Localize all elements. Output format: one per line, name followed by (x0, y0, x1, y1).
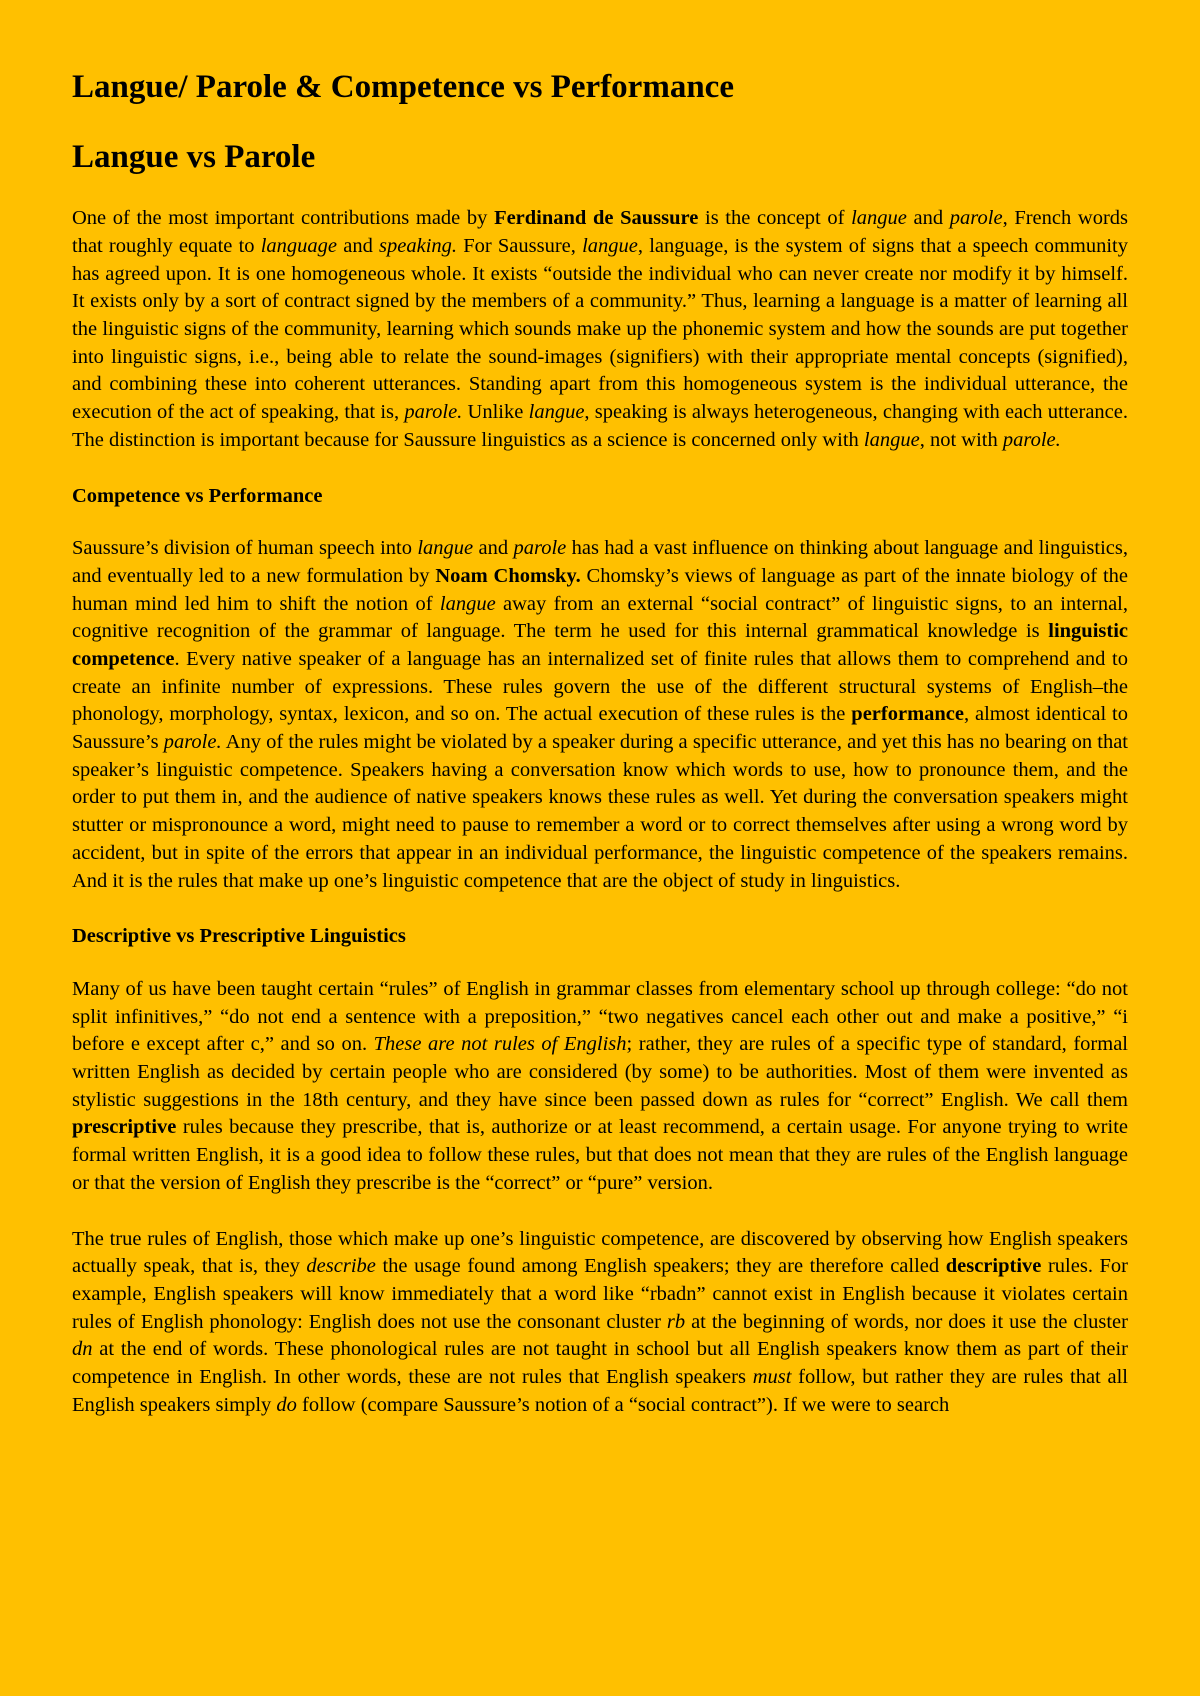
bold-term: prescriptive (72, 1116, 177, 1139)
italic-term: parole (949, 207, 1003, 230)
italic-term: langue (582, 234, 638, 257)
text-run: Chomsky’s views of language as part of the innate biology of the human mind led him to shift the notion of (72, 564, 1128, 615)
italic-term: parole (513, 537, 567, 560)
text-run: follow, but rather they are rules that all English speakers simply (72, 1366, 1128, 1416)
text-run: is the concept of (698, 207, 852, 230)
text-run: at the end of words. These phonological rules are not taught in school but all English speakers know them as part of their competence in English. In other words, these are not rules that English speakers (72, 1338, 1128, 1389)
italic-term: language (260, 234, 338, 257)
document-title: Langue/ Parole & Competence vs Performance (72, 69, 734, 105)
text-run: The true rules of English, those which make up one’s linguistic competence, are discovered by observing how English speakers actually speak, that is, they (72, 1227, 1128, 1278)
text-run: Saussure’s division of human speech into (72, 537, 418, 560)
text-run: Any of the rules might be violated by a speaker during a specific utterance, and yet this has no bearing on that speaker’s linguistic competence. Speakers having a conversation know which words to use, how to pronounce them, and the order to put them in, and the audience of native speakers knows these rules as well. Yet during the conversation speakers might stutter or mispronounce a word, might need to pause to remember a word or to correct themselves after using a wrong word by accident, but in spite of the errors that appear in an individual performance, the linguistic competence of the speakers remains. And it is the rules that make up one’s linguistic competence that are the object of study in linguistics. (72, 731, 1128, 892)
text-run: and (473, 537, 514, 560)
paragraph-competence-performance (72, 535, 1128, 895)
italic-term: speaking. (379, 234, 458, 257)
paragraph-prescriptive-rules (72, 976, 1128, 1198)
text-run: follow (compare Saussure’s notion of a “social contract”). If we were to search (296, 1393, 950, 1416)
italic-term: These are not rules of English (373, 1033, 627, 1056)
section-heading-descriptive-prescriptive: Descriptive vs Prescriptive Linguistics (72, 925, 406, 948)
text-run: ; rather, they are rules of a specific type of standard, formal written English as decided by certain people who are considered (by some) to be authorities. Most of them were invented as stylistic suggestions in the 18th century, and they have since been passed down as rules for “correct” English. We call them (72, 1033, 1128, 1111)
bold-term: performance (851, 703, 964, 726)
text-run: , not with (919, 428, 1003, 451)
text-run: , language, is the system of signs that a speech community has agreed upon. It is one homogeneous whole. It exists “outside the individual who can never create nor modify it by himself. It exists only by a sort of contract signed by the members of a community.” Thus, learning a language is a matter of learning all the linguistic signs of the community, learning which sounds make up the phonemic system and how the sounds are put together into linguistic signs, i.e., being able to relate the sound-images (signifiers) with their appropriate mental concepts (signified), and combining these into coherent utterances. Standing apart from this homogeneous system is the individual utterance, the execution of the act of speaking, that is, (72, 234, 1128, 424)
text-run: has had a vast influence on thinking about language and linguistics, and eventually led to a new formulation by (72, 537, 1128, 587)
text-run: One of the most important contributions made by (72, 207, 495, 230)
text-run: away from an external “social contract” of linguistic signs, to an internal, cognitive recognition of the grammar of language. The term he used for this internal grammatical knowledge is (72, 592, 1128, 643)
bold-term: linguistic competence (72, 620, 1128, 670)
italic-term: describe (306, 1255, 376, 1278)
text-run: rules. For example, English speakers will know immediately that a word like “rbadn” cannot exist in English because it violates certain rules of English phonology: English does not use the consonant cluster (72, 1255, 1128, 1333)
italic-term: parole. (404, 401, 463, 424)
text-run: Unlike (462, 401, 529, 424)
italic-term: langue (528, 401, 585, 424)
text-run: at the beginning of words, nor does it use the cluster (685, 1310, 1128, 1333)
text-run: . Every native speaker of a language has an internalized set of finite rules that allows them to comprehend and to create an infinite number of expressions. These rules govern the use of the different structural systems of English–the phonology, morphology, syntax, lexicon, and so on. The actual execution of these rules is the (72, 647, 1128, 726)
italic-term: langue (851, 207, 907, 230)
italic-term: parole. (1002, 428, 1061, 451)
italic-term: langue (417, 537, 474, 560)
italic-term: must (752, 1366, 792, 1389)
italic-term: parole. (163, 731, 222, 754)
italic-term: do (276, 1393, 297, 1416)
italic-term: langue (863, 428, 920, 451)
italic-term: dn (72, 1338, 93, 1361)
section-heading-langue-parole: Langue vs Parole (72, 138, 316, 175)
text-run: Many of us have been taught certain “rules” of English in grammar classes from elementary school up through college: “do not split infinitives,” “do not end a sentence with a preposition,” “two negatives cancel each other out and make a positive,” “i before e except after c,” and so on. (72, 977, 1128, 1056)
paragraph-langue-parole (72, 205, 1128, 454)
bold-term: descriptive (945, 1255, 1042, 1278)
paragraph-descriptive-rules (72, 1226, 1128, 1420)
text-run: , almost identical to Saussure’s (72, 703, 1128, 754)
bold-term: Noam Chomsky. (435, 564, 581, 587)
text-run: the usage found among English speakers; they are therefore called (375, 1255, 946, 1278)
text-run: , French words that roughly equate to (72, 207, 1129, 257)
text-run: rules because they prescribe, that is, authorize or at least recommend, a certain usage. For anyone trying to write formal written English, it is a good idea to follow these rules, but that does not mean that they are rules of the English language or that the version of English they prescribe is the “correct” or “pure” version. (72, 1116, 1128, 1194)
bold-term: Ferdinand de Saussure (494, 207, 699, 230)
italic-term: langue (439, 592, 496, 615)
text-run: and (906, 207, 950, 230)
text-run: , speaking is always heterogeneous, changing with each utterance. The distinction is important because for Saussure linguistics as a science is concerned only with (72, 401, 1128, 451)
section-heading-competence-performance: Competence vs Performance (72, 484, 323, 507)
italic-term: rb (666, 1310, 686, 1333)
text-run: and (337, 234, 380, 257)
text-run: For Saussure, (457, 234, 583, 257)
